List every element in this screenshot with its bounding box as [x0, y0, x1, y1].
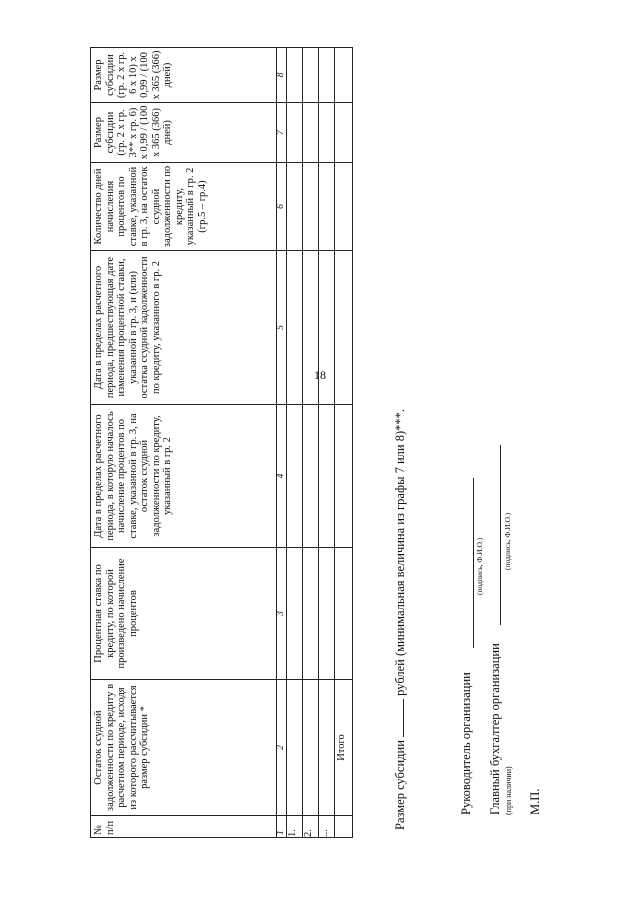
table-cell — [335, 163, 353, 251]
table-row — [287, 48, 303, 838]
row-number: ... — [319, 816, 335, 838]
table-cell — [335, 251, 353, 405]
table-cell — [287, 251, 303, 405]
table-cell — [335, 816, 353, 838]
row-number: 2. — [303, 816, 319, 838]
header-cell-rate: Процентная ставка по кредиту, по которой произведено начисление процентов — [91, 548, 277, 680]
subsidy-amount-line — [393, 409, 408, 830]
header-cell-num: № п/п — [91, 816, 277, 838]
column-number: 1 — [277, 816, 287, 838]
header-cell-subsidy-7: Размер субсидии (гр. 2 x гр. 3** x гр. 6) x 0,99 / (100 x 365 (366) дней) — [91, 103, 277, 163]
column-number: 7 — [277, 103, 287, 163]
accountant-signature-hint: (подпись, Ф.И.О.) — [503, 512, 512, 570]
table-cell — [319, 103, 335, 163]
header-row — [91, 48, 277, 838]
table-cell — [335, 548, 353, 680]
table-cell — [287, 48, 303, 103]
column-number: 4 — [277, 405, 287, 548]
table-cell — [319, 405, 335, 548]
total-row — [335, 48, 353, 838]
page-number: 18 — [314, 368, 326, 382]
table-cell — [287, 405, 303, 548]
table-row — [319, 48, 335, 838]
table-cell — [303, 251, 319, 405]
table-cell — [335, 103, 353, 163]
column-number: 5 — [277, 251, 287, 405]
table-cell — [319, 680, 335, 816]
column-number: 8 — [277, 48, 287, 103]
accountant-signature-line[interactable] — [500, 445, 501, 625]
head-signature-hint: (подпись, Ф.И.О.) — [475, 537, 484, 595]
table-cell — [287, 163, 303, 251]
table-row — [303, 48, 319, 838]
subsidy-calculation-table — [90, 47, 353, 838]
row-number: 1. — [287, 816, 303, 838]
table-cell — [287, 103, 303, 163]
table-cell — [335, 48, 353, 103]
table-cell — [303, 103, 319, 163]
header-cell-subsidy-8: Размер субсидии (гр. 2 x гр. 6 x 10) x 0,99 / (100 x 365 (366) дней) — [91, 48, 277, 103]
column-number: 3 — [277, 548, 287, 680]
total-label: Итого — [335, 680, 353, 816]
head-signature-line[interactable] — [473, 478, 474, 648]
header-cell-end-date: Дата в пределах расчетного периода, предшествующая дате изменения процентной ставки, указанной в гр. 3, и (или) остатка ссудной задолженности по кредиту, указанного в гр. 2 — [91, 251, 277, 405]
table-cell — [335, 405, 353, 548]
stamp-place: М.П. — [528, 788, 542, 815]
header-cell-balance: Остаток ссудной задолженности по кредиту в расчетном периоде, исходя из которого рассчитывается размер субсидии * — [91, 680, 277, 816]
accountant-note: (при наличии) — [504, 766, 513, 815]
column-number-row — [277, 48, 287, 838]
table-cell — [319, 251, 335, 405]
subsidy-amount-blank[interactable] — [403, 699, 404, 737]
table-cell — [287, 680, 303, 816]
table-cell — [303, 405, 319, 548]
subsidy-suffix: рублей (минимальная величина из графы 7 или 8)***. — [393, 409, 407, 696]
header-cell-days: Количество дней начисления процентов по ставке, указанной в гр. 3, на остаток ссудной задолженности по кредиту, указанный в гр. 2 (гр.5 – гр.4) — [91, 163, 277, 251]
subsidy-label: Размер субсидии — [393, 740, 407, 830]
column-number: 6 — [277, 163, 287, 251]
head-signature-label: Руководитель организации — [459, 672, 473, 815]
table-cell — [319, 48, 335, 103]
table-cell — [319, 163, 335, 251]
accountant-signature-label: Главный бухгалтер организации — [488, 643, 502, 815]
header-cell-start-date: Дата в пределах расчетного периода, в которую началось начисление процентов по ставке, указанной в гр. 3, на остаток ссудной задолженности по кредиту, указанный в гр. 2 — [91, 405, 277, 548]
table-cell — [303, 48, 319, 103]
table-cell — [303, 680, 319, 816]
table-cell — [303, 548, 319, 680]
table-cell — [319, 548, 335, 680]
column-number: 2 — [277, 680, 287, 816]
table-cell — [287, 548, 303, 680]
table-cell — [303, 163, 319, 251]
